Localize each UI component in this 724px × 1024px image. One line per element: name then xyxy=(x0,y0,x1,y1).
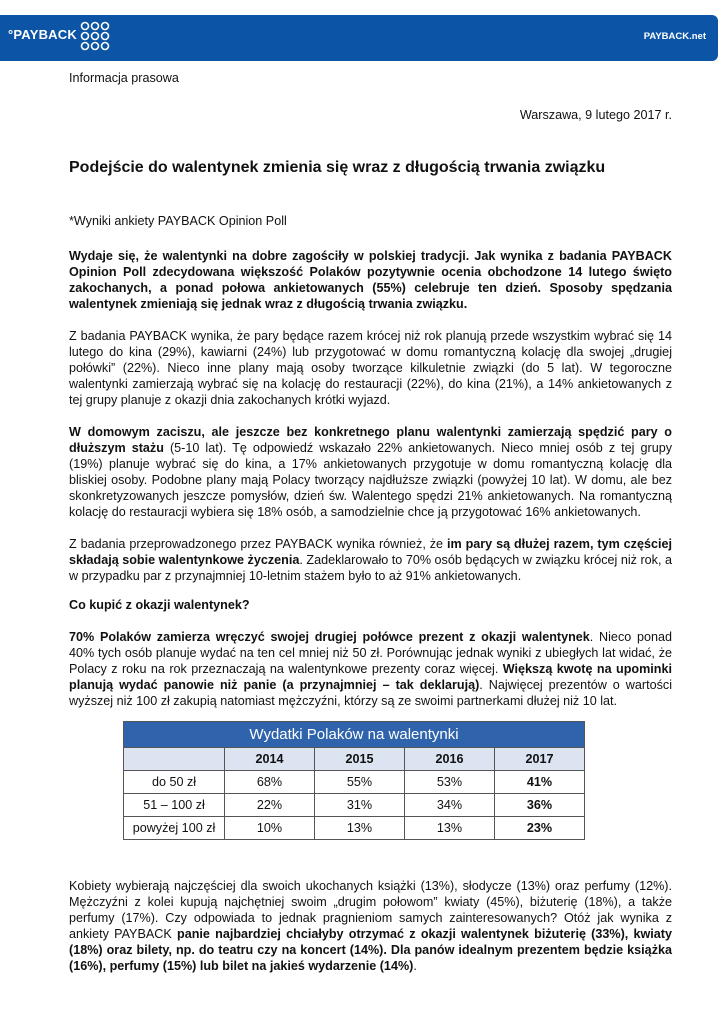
paragraph-2 xyxy=(69,424,672,520)
spending-table-wrap xyxy=(123,721,672,840)
table-cell: 10% xyxy=(225,817,315,840)
logo-dots-icon xyxy=(80,21,110,55)
site-url[interactable]: PAYBACK.net xyxy=(643,31,706,42)
paragraph-3-text-b: . Zadeklarowało to 70% osób będących w związku krócej niż rok, a w przypadku par z przynajmniej 10-letnim stażem było to aż 91% ankietowanych. xyxy=(69,553,672,583)
table-cell: 31% xyxy=(315,794,405,817)
year-2016: 2016 xyxy=(405,748,495,771)
table-cell: 55% xyxy=(315,771,405,794)
table-cell: 22% xyxy=(225,794,315,817)
paragraph-2-text: (5-10 lat). Tę odpowiedź wskazało 22% ankietowanych. Nieco mniej osób z tej grupy (19%) planuje wybrać się do kina, a 17% ankietowanych przygotuje w domu romantyczną kolację dla bliskiej osoby. Podobne plany mają Polacy tworzący najdłuższe związki (powyżej 10 lat). W domu, ale bez skonkretyzowanych jeszcze pomysłów, dzień św. Walentego spędzi 21% ankietowanych. Na romantyczną kolację do restauracji wybiera się 18% osób, a samodzielnie chce ją przygotować 16% ankietowanych. xyxy=(69,441,673,519)
lead-paragraph: Wydaje się, że walentynki na dobre zagościły w polskiej tradycji. Jak wynika z badania PAYBACK Opinion Poll zdecydowana większość Polaków pozytywnie ocenia obchodzone 14 lutego święto zakochanych, a ponad połowa ankietowanych (55%) celebruje ten dzień. Sposoby spędzania walentynek zmieniają się jednak wraz z długością trwania związku. xyxy=(69,249,672,311)
paragraph-4-text-b: . Najwięcej prezentów o wartości wyższej niż 100 zł zakupią natomiast mężczyźni, którzy są ze swoimi partnerkami dłużej niż 10 lat. xyxy=(69,678,672,708)
paragraph-5-bold: panie najbardziej chciałyby otrzymać z okazji walentynek biżuterię (33%), kwiaty (18%) oraz bilety, np. do teatru czy na koncert (14%). Dla panów idealnym prezentem będzie książka (16%), perfumy (15%) lub bilet na jakieś wydarzenie (14%) xyxy=(69,927,673,973)
paragraph-1: Z badania PAYBACK wynika, że pary będące razem krócej niż rok planują przede wszystkim wybrać się 14 lutego do kina (29%), kawiarni (24%) lub przygotować w domu romantyczną kolację dla swojej „drugiej połówki” (22%). Nieco inne plany mają osoby tworzące kilkuletnie związki (do 5 lat). W tegoroczne walentynki zamierzają wybrać się na kolację do restauracji (22%), do kina (21%), a 14% ankietowanych z tej grupy planuje z okazji dnia zakochanych krótki wyjazd. xyxy=(69,329,672,407)
row-label: do 50 zł xyxy=(124,771,225,794)
table-header-row xyxy=(124,748,585,771)
table-title: Wydatki Polaków na walentynki xyxy=(124,722,585,748)
payback-logo: °PAYBACK xyxy=(8,27,77,42)
table-cell: 13% xyxy=(315,817,405,840)
paragraph-3-bold: im pary są dłużej razem, tym częściej składają sobie walentynkowe życzenia xyxy=(69,537,672,567)
paragraph-4-bold-1: 70% Polaków zamierza wręczyć swojej drugiej połówce prezent z okazji walentynek xyxy=(69,630,590,644)
row-label: powyżej 100 zł xyxy=(124,817,225,840)
paragraph-5-text: Kobiety wybierają najczęściej dla swoich ukochanych książki (13%), słodycze (13%) oraz perfumy (12%). Mężczyźni z kolei kupują najchętniej swoim „drugim połowom” kwiaty (45%), biżuterię (18%), a także perfumy (17%). Czy odpowiada to jednak pragnieniom samych zainteresowanych? Otóż jak wynika z ankiety PAYBACK xyxy=(69,879,672,941)
table-row xyxy=(124,817,585,840)
year-2017: 2017 xyxy=(495,748,585,771)
paragraph-5-end: . xyxy=(413,959,417,973)
paragraph-2-bold: W domowym zaciszu, ale jeszcze bez konkretnego planu walentynki zamierzają spędzić pary o dłuższym stażu xyxy=(69,425,672,455)
table-row xyxy=(124,771,585,794)
paragraph-4-text-a: . Nieco ponad 40% tych osób planuje wydać na ten cel mniej niż 50 zł. Porównując jednak wyniki z ubiegłych lat widać, że Polacy z roku na rok przeznaczają na walentynkowe prezenty coraz więcej. xyxy=(69,630,673,676)
table-cell: 41% xyxy=(495,771,585,794)
doc-label: Informacja prasowa xyxy=(69,71,179,85)
header-banner xyxy=(0,15,718,61)
paragraph-5 xyxy=(69,878,672,974)
paragraph-3 xyxy=(69,536,672,584)
paragraph-3-text-a: Z badania przeprowadzonego przez PAYBACK wynika również, że xyxy=(69,537,447,551)
table-cell: 13% xyxy=(405,817,495,840)
table-cell: 68% xyxy=(225,771,315,794)
page-title: Podejście do walentynek zmienia się wraz z długością trwania związku xyxy=(69,159,606,176)
paragraph-4 xyxy=(69,629,672,709)
year-2015: 2015 xyxy=(315,748,405,771)
doc-date: Warszawa, 9 lutego 2017 r. xyxy=(519,108,672,122)
table-row xyxy=(124,794,585,817)
paragraph-4-bold-2: Większą kwotę na upominki planują wydać panowie niż panie (a przynajmniej – tak deklarują) xyxy=(69,662,672,692)
table-title-row xyxy=(124,722,585,748)
table-corner xyxy=(124,748,225,771)
source-note: *Wyniki ankiety PAYBACK Opinion Poll xyxy=(69,214,287,228)
table-cell: 23% xyxy=(495,817,585,840)
table-cell: 53% xyxy=(405,771,495,794)
table-cell: 34% xyxy=(405,794,495,817)
year-2014: 2014 xyxy=(225,748,315,771)
press-release xyxy=(69,68,672,974)
section-question: Co kupić z okazji walentynek? xyxy=(69,598,250,612)
table-cell: 36% xyxy=(495,794,585,817)
row-label: 51 – 100 zł xyxy=(124,794,225,817)
spending-table xyxy=(123,721,585,840)
